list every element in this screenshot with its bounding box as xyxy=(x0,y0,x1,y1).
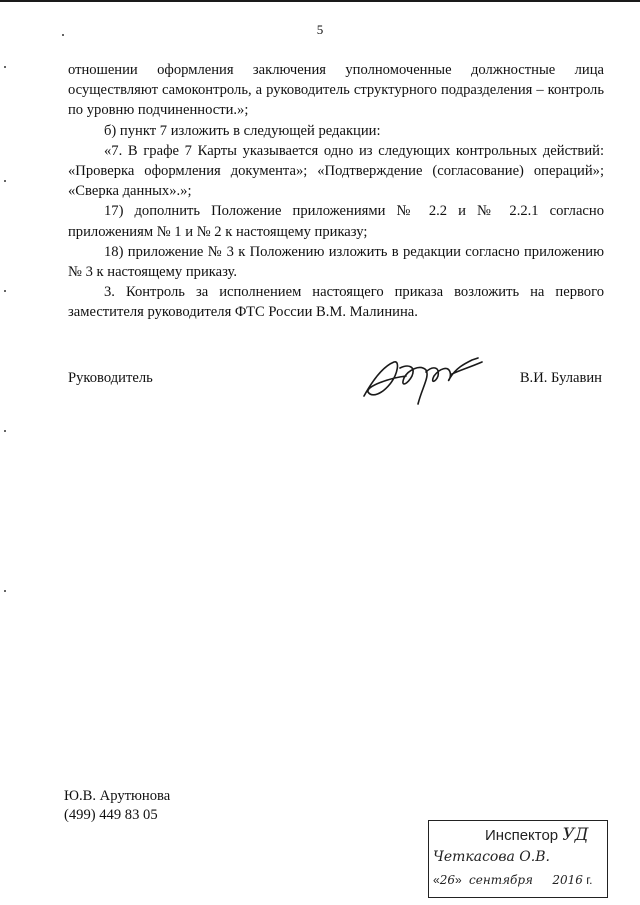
scan-speck xyxy=(4,430,6,432)
scan-speck xyxy=(4,180,6,182)
scan-edge-line xyxy=(0,0,640,2)
executor-name: Ю.В. Арутюнова xyxy=(64,788,171,804)
stamp-day: 26 xyxy=(439,873,455,887)
signer-name: В.И. Булавин xyxy=(519,370,602,386)
stamp-quote-open: « xyxy=(433,873,440,887)
registration-stamp xyxy=(428,820,608,898)
executor-info xyxy=(64,787,170,825)
stamp-inspector-name: Четкасова О.В. xyxy=(433,849,550,865)
handwritten-signature xyxy=(360,348,490,408)
executor-phone: (499) 449 83 05 xyxy=(64,807,158,823)
paragraph: б) пункт 7 изложить в следующей редакции: xyxy=(104,122,381,139)
page-number: 5 xyxy=(316,22,324,37)
scan-speck xyxy=(4,590,6,592)
stamp-inspector-label: Инспектор xyxy=(485,827,559,844)
scan-speck xyxy=(4,66,6,68)
paragraph: «7. В графе 7 Карты указывается одно из следующих контрольных действий: «Проверка оформления документа»; «Подтверждение (согласование) операций»; «Сверка данных».»; xyxy=(68,142,604,200)
stamp-quote-close: » xyxy=(454,873,462,887)
scan-speck xyxy=(4,290,6,292)
paragraph: отношении оформления заключения уполномоченные должностные лица осуществляют самоконтроль, а руководитель структурного подразделения – контроль по уровню подчиненности.»; xyxy=(68,62,604,119)
stamp-month: сентября xyxy=(469,873,534,887)
document-body xyxy=(68,60,604,323)
stamp-year: 2016 xyxy=(552,873,583,887)
stamp-department: УД xyxy=(562,825,589,845)
paragraph: 17) дополнить Положение приложениями № 2.2 и № 2.2.1 согласно приложениям № 1 и № 2 к настоящему приказу; xyxy=(68,203,604,240)
signer-role: Руководитель xyxy=(68,370,153,386)
paragraph: 3. Контроль за исполнением настоящего приказа возложить на первого заместителя руководителя ФТС России В.М. Малинина. xyxy=(68,284,604,321)
paragraph: 18) приложение № 3 к Положению изложить в редакции согласно приложению № 3 к настоящему приказу. xyxy=(68,243,604,281)
stamp-year-suffix: г. xyxy=(586,873,593,887)
